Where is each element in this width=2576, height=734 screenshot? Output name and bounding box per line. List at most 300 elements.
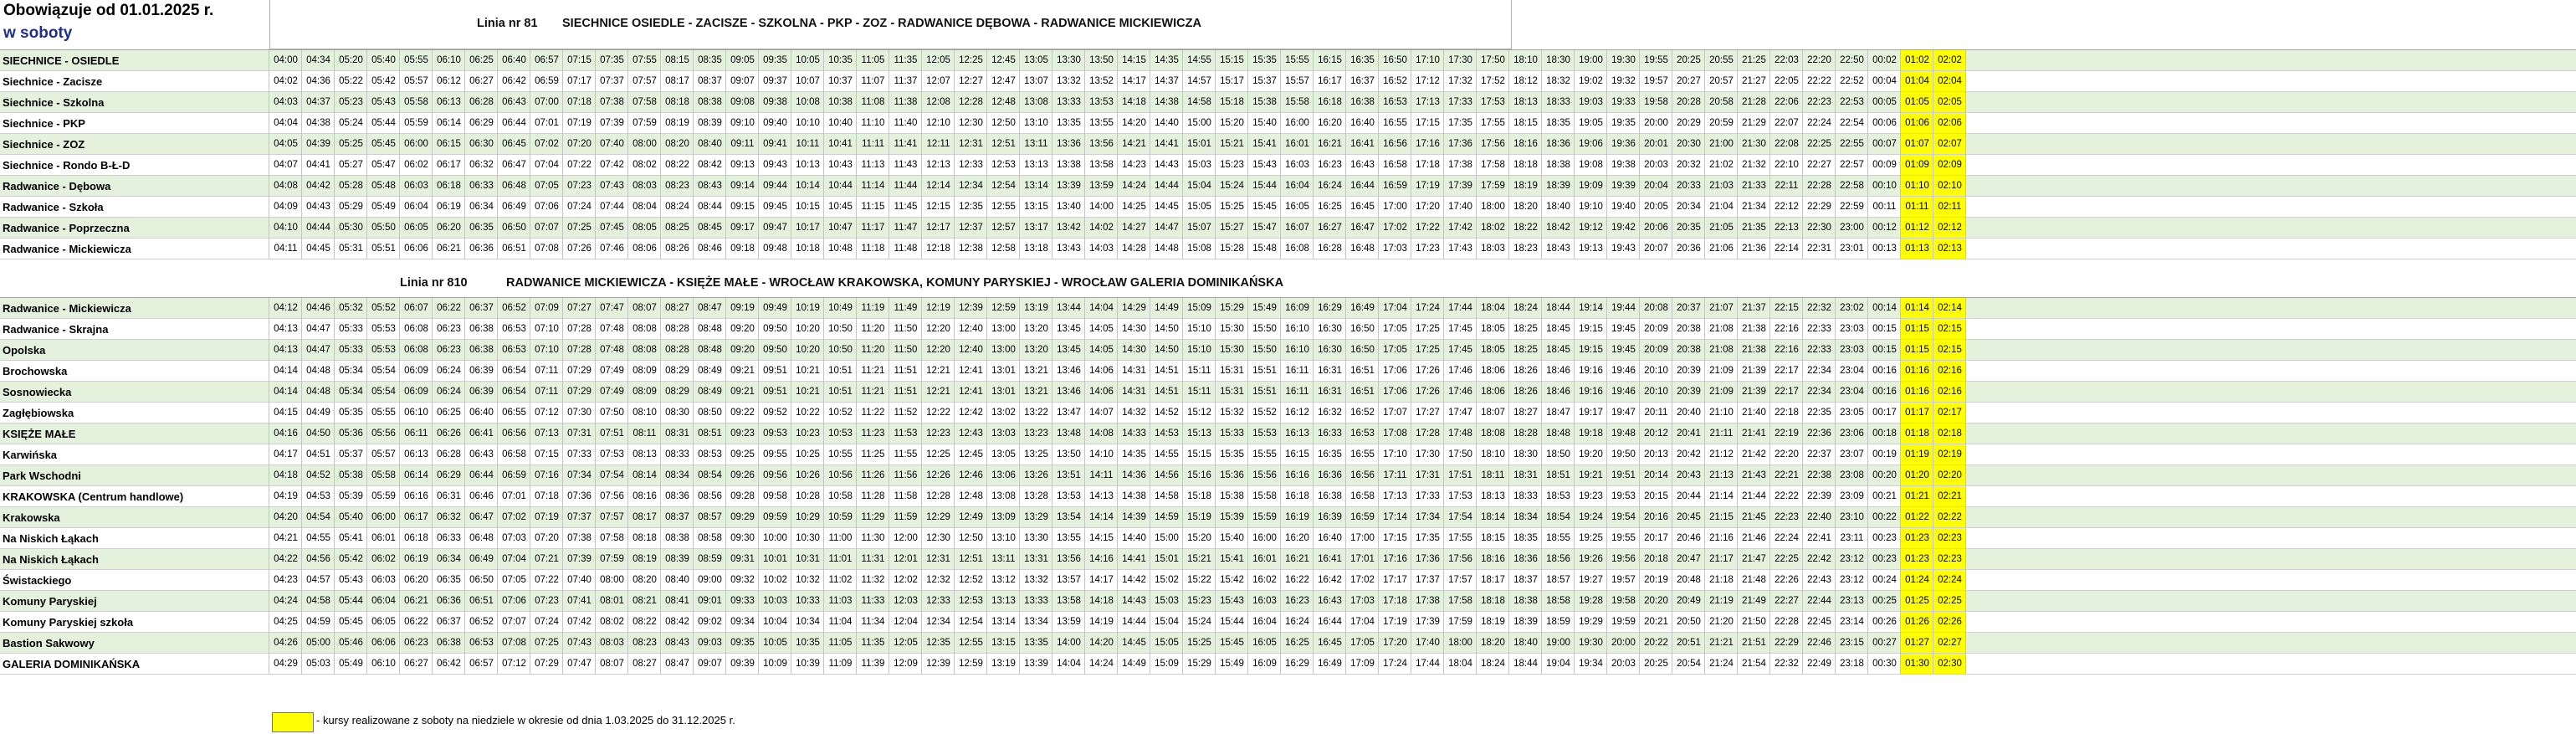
column-divider xyxy=(1704,50,1705,259)
departure-time: 11:35 xyxy=(861,638,885,648)
departure-time: 09:56 xyxy=(763,470,787,480)
departure-time: 20:41 xyxy=(1677,429,1701,439)
departure-time: 20:39 xyxy=(1677,366,1701,376)
departure-time: 07:49 xyxy=(600,387,624,397)
departure-time: 20:25 xyxy=(1677,55,1701,65)
departure-time: 06:36 xyxy=(437,596,461,606)
departure-time: 09:31 xyxy=(730,554,755,564)
column-divider xyxy=(432,50,433,259)
departure-time: 17:10 xyxy=(1383,449,1407,459)
departure-time: 12:41 xyxy=(959,366,983,376)
timetable-row xyxy=(0,465,2576,486)
departure-time: 22:11 xyxy=(1775,181,1799,191)
stop-name: Bastion Sakwowy xyxy=(3,637,95,649)
departure-time: 15:35 xyxy=(1252,55,1277,65)
departure-time: 20:30 xyxy=(1677,139,1701,149)
departure-time: 13:09 xyxy=(991,512,1016,522)
departure-time: 08:14 xyxy=(632,470,657,480)
departure-time: 09:35 xyxy=(730,638,755,648)
departure-time: 20:45 xyxy=(1677,512,1701,522)
departure-time: 12:32 xyxy=(926,575,950,585)
departure-time: 17:26 xyxy=(1416,366,1440,376)
departure-time: 21:27 xyxy=(1742,76,1766,86)
departure-time: 15:27 xyxy=(1220,223,1244,233)
departure-time: 05:28 xyxy=(339,181,363,191)
departure-time: 12:11 xyxy=(926,139,950,149)
stop-name: Radwanice - Dębowa xyxy=(3,180,111,192)
departure-time: 14:16 xyxy=(1089,554,1114,564)
departure-time: 10:11 xyxy=(796,139,820,149)
departure-time: 18:42 xyxy=(1546,223,1570,233)
departure-time: 16:15 xyxy=(1285,449,1309,459)
departure-time: 02:20 xyxy=(1933,465,1966,486)
departure-time: 08:57 xyxy=(698,512,722,522)
column-divider xyxy=(366,50,367,259)
departure-time: 17:58 xyxy=(1481,160,1505,170)
departure-time: 23:12 xyxy=(1840,575,1864,585)
departure-time: 16:55 xyxy=(1383,118,1407,128)
departure-time: 22:31 xyxy=(1807,244,1831,254)
departure-time: 17:01 xyxy=(1350,554,1375,564)
departure-time: 12:33 xyxy=(926,596,950,606)
departure-time: 14:11 xyxy=(1089,470,1114,480)
departure-time: 05:50 xyxy=(371,223,396,233)
departure-time: 22:08 xyxy=(1775,139,1799,149)
departure-time: 23:07 xyxy=(1840,449,1864,459)
departure-time: 17:13 xyxy=(1383,491,1407,501)
departure-time: 02:14 xyxy=(1933,298,1966,319)
departure-time: 06:46 xyxy=(469,491,494,501)
departure-time: 18:38 xyxy=(1513,596,1538,606)
departure-time: 13:14 xyxy=(1024,181,1048,191)
departure-time: 17:12 xyxy=(1416,76,1440,86)
departure-time: 21:16 xyxy=(1709,533,1734,543)
departure-time: 11:50 xyxy=(894,345,918,355)
departure-time: 19:28 xyxy=(1579,596,1603,606)
departure-time: 13:33 xyxy=(1057,97,1081,107)
departure-time: 07:12 xyxy=(535,408,559,418)
departure-time: 10:14 xyxy=(796,181,820,191)
departure-time: 13:57 xyxy=(1057,575,1081,585)
departure-time: 01:05 xyxy=(1901,92,1933,113)
departure-time: 23:06 xyxy=(1840,429,1864,439)
departure-time: 14:40 xyxy=(1155,118,1179,128)
departure-time: 14:45 xyxy=(1122,638,1146,648)
departure-time: 21:04 xyxy=(1709,202,1734,212)
departure-time: 21:00 xyxy=(1709,139,1734,149)
departure-time: 21:54 xyxy=(1742,659,1766,669)
timetable-row xyxy=(0,591,2576,612)
departure-time: 10:44 xyxy=(828,181,853,191)
departure-time: 18:15 xyxy=(1481,533,1505,543)
departure-time: 18:08 xyxy=(1481,429,1505,439)
departure-time: 14:27 xyxy=(1122,223,1146,233)
column-divider xyxy=(1541,298,1542,675)
departure-time: 07:23 xyxy=(567,181,592,191)
departure-time: 00:15 xyxy=(1872,324,1897,334)
departure-time: 17:05 xyxy=(1350,638,1375,648)
departure-time: 19:59 xyxy=(1611,617,1636,627)
departure-time: 00:07 xyxy=(1872,139,1897,149)
departure-time: 06:40 xyxy=(469,408,494,418)
departure-time: 17:55 xyxy=(1481,118,1505,128)
departure-time: 23:04 xyxy=(1840,387,1864,397)
departure-time: 13:54 xyxy=(1057,512,1081,522)
departure-time: 15:49 xyxy=(1252,303,1277,313)
departure-time: 01:27 xyxy=(1901,633,1933,654)
departure-time: 11:30 xyxy=(861,533,885,543)
departure-time: 17:46 xyxy=(1448,366,1472,376)
departure-time: 04:45 xyxy=(306,244,330,254)
departure-time: 15:11 xyxy=(1187,366,1211,376)
departure-time: 14:24 xyxy=(1089,659,1114,669)
departure-time: 10:38 xyxy=(828,97,853,107)
departure-time: 20:19 xyxy=(1644,575,1668,585)
departure-time: 06:44 xyxy=(502,118,526,128)
departure-time: 16:09 xyxy=(1252,659,1277,669)
departure-time: 15:25 xyxy=(1220,202,1244,212)
departure-time: 05:53 xyxy=(371,345,396,355)
departure-time: 09:25 xyxy=(730,449,755,459)
departure-time: 06:24 xyxy=(437,366,461,376)
stop-name: KRAKOWSKA (Centrum handlowe) xyxy=(3,490,184,503)
departure-time: 17:24 xyxy=(1383,659,1407,669)
departure-time: 21:17 xyxy=(1709,554,1734,564)
departure-time: 07:59 xyxy=(632,118,657,128)
departure-time: 02:23 xyxy=(1933,528,1966,549)
departure-time: 17:02 xyxy=(1350,575,1375,585)
departure-time: 17:37 xyxy=(1416,575,1440,585)
departure-time: 18:48 xyxy=(1546,429,1570,439)
departure-time: 18:30 xyxy=(1546,55,1570,65)
departure-time: 12:01 xyxy=(894,554,918,564)
departure-time: 16:53 xyxy=(1350,429,1375,439)
departure-time: 22:06 xyxy=(1775,97,1799,107)
departure-time: 07:57 xyxy=(632,76,657,86)
departure-time: 20:06 xyxy=(1644,223,1668,233)
departure-time: 13:02 xyxy=(991,408,1016,418)
departure-time: 14:41 xyxy=(1122,554,1146,564)
departure-time: 07:34 xyxy=(567,470,592,480)
departure-time: 19:04 xyxy=(1546,659,1570,669)
route-title-frame xyxy=(269,0,1512,49)
departure-time: 22:13 xyxy=(1775,223,1799,233)
departure-time: 12:39 xyxy=(959,303,983,313)
departure-time: 19:43 xyxy=(1611,244,1636,254)
departure-time: 09:00 xyxy=(698,575,722,585)
departure-time: 16:59 xyxy=(1350,512,1375,522)
departure-time: 00:15 xyxy=(1872,345,1897,355)
departure-time: 00:24 xyxy=(1872,575,1897,585)
departure-time: 22:40 xyxy=(1807,512,1831,522)
departure-time: 16:52 xyxy=(1383,76,1407,86)
departure-time: 11:18 xyxy=(861,244,885,254)
departure-time: 00:19 xyxy=(1872,449,1897,459)
departure-time: 06:30 xyxy=(469,139,494,149)
departure-time: 20:16 xyxy=(1644,512,1668,522)
departure-time: 07:28 xyxy=(567,324,592,334)
route-title: RADWANICE MICKIEWICZA - KSIĘŻE MAŁE - WROCŁAW KRAKOWSKA, KOMUNY PARYSKIEJ - WROCŁAW GALERIA DOMINIKAŃSKA xyxy=(506,276,1284,290)
departure-time: 10:50 xyxy=(828,345,853,355)
departure-time: 16:45 xyxy=(1350,202,1375,212)
departure-time: 15:56 xyxy=(1252,470,1277,480)
departure-time: 15:20 xyxy=(1220,118,1244,128)
departure-time: 18:45 xyxy=(1546,345,1570,355)
departure-time: 06:49 xyxy=(469,554,494,564)
departure-time: 15:25 xyxy=(1187,638,1211,648)
departure-time: 06:23 xyxy=(404,638,428,648)
departure-time: 13:31 xyxy=(1024,554,1048,564)
departure-time: 16:28 xyxy=(1318,244,1342,254)
departure-time: 20:25 xyxy=(1644,659,1668,669)
departure-time: 14:55 xyxy=(1187,55,1211,65)
departure-time: 17:47 xyxy=(1448,408,1472,418)
departure-time: 07:38 xyxy=(567,533,592,543)
departure-time: 16:41 xyxy=(1318,554,1342,564)
departure-time: 20:29 xyxy=(1677,118,1701,128)
departure-time: 12:29 xyxy=(926,512,950,522)
departure-time: 09:50 xyxy=(763,345,787,355)
departure-time: 06:43 xyxy=(502,97,526,107)
departure-time: 22:50 xyxy=(1840,55,1864,65)
departure-time: 14:25 xyxy=(1122,202,1146,212)
departure-time: 18:13 xyxy=(1481,491,1505,501)
departure-time: 17:39 xyxy=(1416,617,1440,627)
departure-time: 08:22 xyxy=(632,617,657,627)
departure-time: 08:46 xyxy=(698,244,722,254)
departure-time: 05:43 xyxy=(339,575,363,585)
departure-time: 06:23 xyxy=(437,324,461,334)
departure-time: 11:37 xyxy=(894,76,918,86)
departure-time: 22:17 xyxy=(1775,387,1799,397)
departure-time: 15:16 xyxy=(1187,470,1211,480)
departure-time: 12:30 xyxy=(926,533,950,543)
departure-time: 06:20 xyxy=(404,575,428,585)
column-divider xyxy=(595,298,596,675)
departure-time: 08:06 xyxy=(632,244,657,254)
departure-time: 08:34 xyxy=(665,470,689,480)
departure-time: 11:31 xyxy=(861,554,885,564)
row-divider xyxy=(0,674,2576,675)
column-divider xyxy=(1541,50,1542,259)
departure-time: 15:18 xyxy=(1187,491,1211,501)
departure-time: 17:16 xyxy=(1416,139,1440,149)
departure-time: 15:03 xyxy=(1187,160,1211,170)
departure-time: 17:33 xyxy=(1448,97,1472,107)
departure-time: 05:42 xyxy=(339,554,363,564)
departure-time: 12:38 xyxy=(959,244,983,254)
departure-time: 19:51 xyxy=(1611,470,1636,480)
departure-time: 22:55 xyxy=(1840,139,1864,149)
timetable-row xyxy=(0,486,2576,507)
departure-time: 23:08 xyxy=(1840,470,1864,480)
departure-time: 05:37 xyxy=(339,449,363,459)
departure-time: 11:38 xyxy=(894,97,918,107)
stop-name: Radwanice - Skrajna xyxy=(3,323,109,336)
departure-time: 22:33 xyxy=(1807,324,1831,334)
departure-time: 18:50 xyxy=(1546,449,1570,459)
departure-time: 05:49 xyxy=(371,202,396,212)
departure-time: 15:07 xyxy=(1187,223,1211,233)
departure-time: 13:38 xyxy=(1057,160,1081,170)
departure-time: 22:25 xyxy=(1775,554,1799,564)
departure-time: 13:00 xyxy=(991,324,1016,334)
departure-time: 19:57 xyxy=(1611,575,1636,585)
column-divider xyxy=(1345,50,1346,259)
departure-time: 04:21 xyxy=(274,533,298,543)
departure-time: 18:35 xyxy=(1513,533,1538,543)
departure-time: 04:34 xyxy=(306,55,330,65)
stop-name: Radwanice - Szkoła xyxy=(3,201,104,213)
timetable-row xyxy=(0,113,2576,134)
departure-time: 11:01 xyxy=(828,554,853,564)
departure-time: 16:11 xyxy=(1285,366,1309,376)
departure-time: 08:05 xyxy=(632,223,657,233)
departure-time: 14:59 xyxy=(1155,512,1179,522)
departure-time: 07:53 xyxy=(600,449,624,459)
departure-time: 13:55 xyxy=(1089,118,1114,128)
departure-time: 00:09 xyxy=(1872,160,1897,170)
departure-time: 08:49 xyxy=(698,387,722,397)
departure-time: 22:54 xyxy=(1840,118,1864,128)
departure-time: 11:50 xyxy=(894,324,918,334)
stop-name: Świstackiego xyxy=(3,574,72,587)
stop-name: Opolska xyxy=(3,344,46,357)
departure-time: 12:28 xyxy=(959,97,983,107)
departure-time: 09:45 xyxy=(763,202,787,212)
column-divider xyxy=(954,298,955,675)
departure-time: 16:50 xyxy=(1350,324,1375,334)
departure-time: 15:05 xyxy=(1155,638,1179,648)
departure-time: 11:15 xyxy=(861,202,885,212)
departure-time: 17:19 xyxy=(1416,181,1440,191)
column-divider xyxy=(856,50,857,259)
departure-time: 22:16 xyxy=(1775,345,1799,355)
departure-time: 17:56 xyxy=(1481,139,1505,149)
departure-time: 05:46 xyxy=(339,638,363,648)
departure-time: 11:21 xyxy=(861,366,885,376)
departure-time: 08:00 xyxy=(632,139,657,149)
departure-time: 15:33 xyxy=(1220,429,1244,439)
departure-time: 11:14 xyxy=(861,181,885,191)
departure-time: 13:48 xyxy=(1057,429,1081,439)
departure-time: 20:10 xyxy=(1644,366,1668,376)
departure-time: 09:44 xyxy=(763,181,787,191)
column-divider xyxy=(1639,50,1640,259)
departure-time: 08:39 xyxy=(665,554,689,564)
departure-time: 18:57 xyxy=(1546,575,1570,585)
departure-time: 08:36 xyxy=(665,491,689,501)
departure-time: 22:28 xyxy=(1807,181,1831,191)
departure-time: 15:10 xyxy=(1187,345,1211,355)
departure-time: 19:30 xyxy=(1579,638,1603,648)
departure-time: 00:23 xyxy=(1872,533,1897,543)
departure-time: 19:40 xyxy=(1611,202,1636,212)
departure-time: 02:04 xyxy=(1933,71,1966,92)
departure-time: 18:58 xyxy=(1546,596,1570,606)
departure-time: 17:36 xyxy=(1416,554,1440,564)
departure-time: 21:08 xyxy=(1709,345,1734,355)
departure-time: 14:43 xyxy=(1155,160,1179,170)
departure-time: 02:16 xyxy=(1933,361,1966,382)
timetable-row xyxy=(0,361,2576,382)
departure-time: 07:24 xyxy=(567,202,592,212)
departure-time: 13:44 xyxy=(1057,303,1081,313)
stop-name: Radwanice - Mickiewicza xyxy=(3,302,131,315)
departure-time: 06:21 xyxy=(437,244,461,254)
legend-text: - kursy realizowane z soboty na niedziele w okresie od dnia 1.03.2025 do 31.12.2025 r. xyxy=(316,714,735,726)
departure-time: 09:18 xyxy=(730,244,755,254)
departure-time: 19:58 xyxy=(1611,596,1636,606)
departure-time: 08:24 xyxy=(665,202,689,212)
departure-time: 09:55 xyxy=(763,449,787,459)
column-divider xyxy=(1704,298,1705,675)
departure-time: 11:59 xyxy=(894,512,918,522)
departure-time: 09:14 xyxy=(730,181,755,191)
departure-time: 22:59 xyxy=(1840,202,1864,212)
departure-time: 12:17 xyxy=(926,223,950,233)
departure-time: 10:03 xyxy=(763,596,787,606)
departure-time: 09:47 xyxy=(763,223,787,233)
departure-time: 18:33 xyxy=(1513,491,1538,501)
departure-time: 15:19 xyxy=(1187,512,1211,522)
departure-time: 19:45 xyxy=(1611,324,1636,334)
departure-time: 00:04 xyxy=(1872,76,1897,86)
column-divider xyxy=(562,50,563,259)
departure-time: 16:55 xyxy=(1350,449,1375,459)
departure-time: 08:37 xyxy=(665,512,689,522)
column-divider xyxy=(334,50,335,259)
departure-time: 16:29 xyxy=(1285,659,1309,669)
timetable-row xyxy=(0,423,2576,444)
departure-time: 07:57 xyxy=(600,512,624,522)
departure-time: 17:32 xyxy=(1448,76,1472,86)
departure-time: 04:41 xyxy=(306,160,330,170)
departure-time: 17:52 xyxy=(1481,76,1505,86)
departure-time: 01:25 xyxy=(1901,591,1933,612)
departure-time: 11:28 xyxy=(861,491,885,501)
departure-time: 17:20 xyxy=(1416,202,1440,212)
departure-time: 17:39 xyxy=(1448,181,1472,191)
departure-time: 04:13 xyxy=(274,345,298,355)
departure-time: 18:38 xyxy=(1546,160,1570,170)
departure-time: 20:33 xyxy=(1677,181,1701,191)
departure-time: 14:06 xyxy=(1089,387,1114,397)
departure-time: 20:09 xyxy=(1644,345,1668,355)
departure-time: 21:32 xyxy=(1742,160,1766,170)
departure-time: 08:42 xyxy=(665,617,689,627)
departure-time: 18:20 xyxy=(1513,202,1538,212)
departure-time: 22:22 xyxy=(1807,76,1831,86)
departure-time: 12:00 xyxy=(894,533,918,543)
departure-time: 14:10 xyxy=(1089,449,1114,459)
departure-time: 07:06 xyxy=(535,202,559,212)
departure-time: 23:03 xyxy=(1840,324,1864,334)
departure-time: 08:09 xyxy=(632,366,657,376)
departure-time: 06:06 xyxy=(404,244,428,254)
departure-time: 12:37 xyxy=(959,223,983,233)
departure-time: 21:38 xyxy=(1742,324,1766,334)
departure-time: 21:38 xyxy=(1742,345,1766,355)
departure-time: 10:59 xyxy=(828,512,853,522)
departure-time: 22:26 xyxy=(1775,575,1799,585)
departure-time: 13:19 xyxy=(991,659,1016,669)
departure-time: 13:22 xyxy=(1024,408,1048,418)
departure-time: 19:56 xyxy=(1611,554,1636,564)
departure-time: 20:46 xyxy=(1677,533,1701,543)
departure-time: 04:59 xyxy=(306,617,330,627)
departure-time: 16:17 xyxy=(1318,76,1342,86)
